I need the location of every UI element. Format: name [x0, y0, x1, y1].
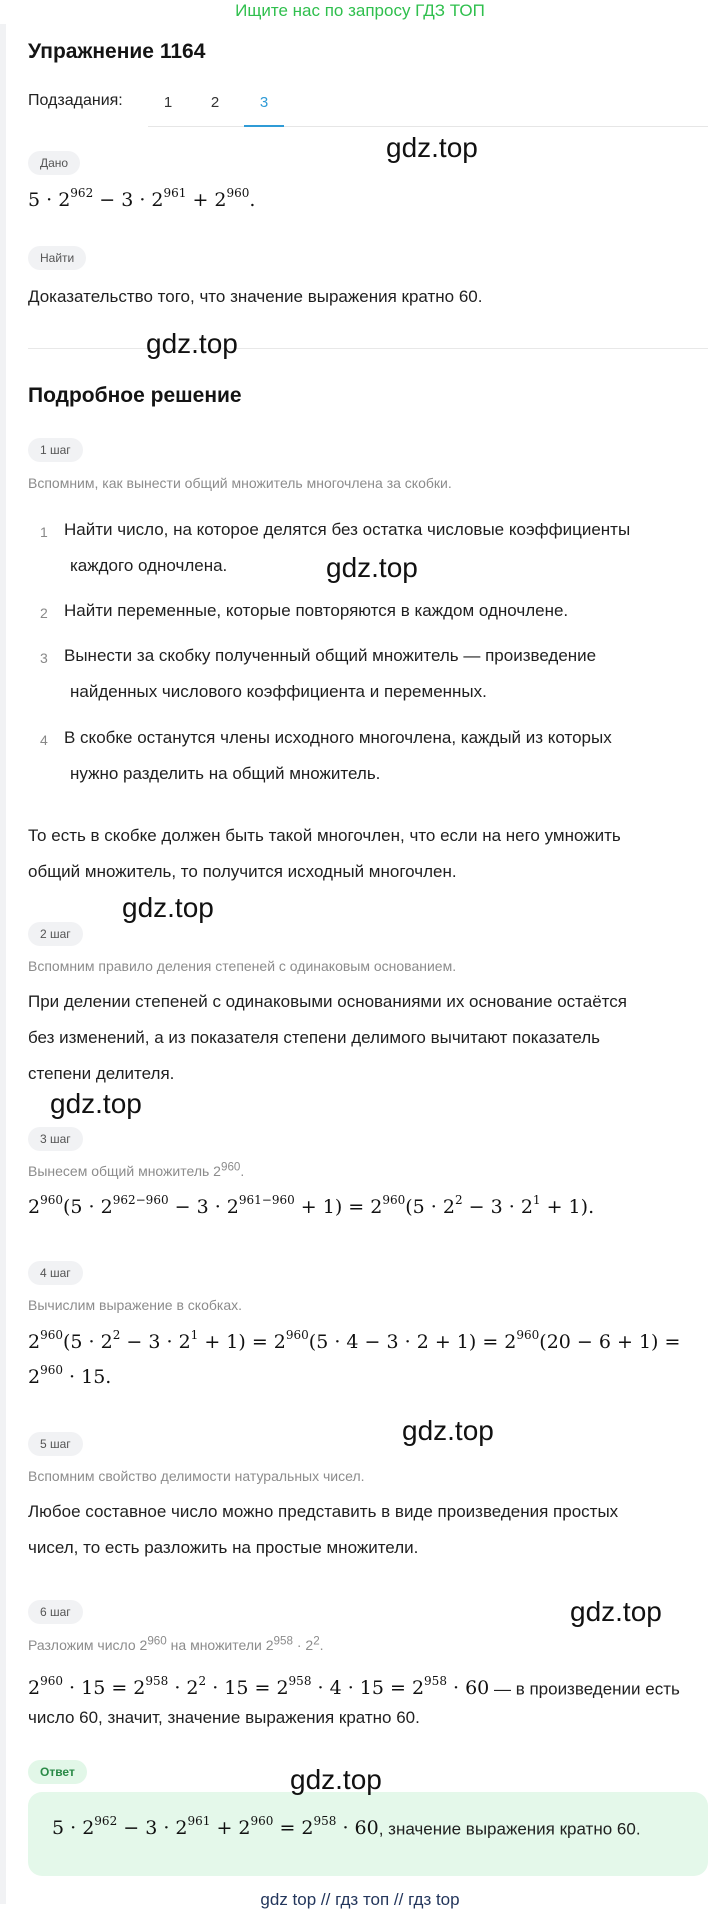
list-item — [40, 720, 700, 792]
math-text: $5 \cdot 2^{962} - 3 \cdot 2^{961} + 2^{960}$. — [28, 186, 256, 212]
list-item-text: В скобке останутся члены исходного многочлена, каждый из которых — [64, 728, 612, 747]
step-2-text-line1: При делении степеней с одинаковыми основаниями их основание остаётся — [28, 992, 627, 1011]
watermark: gdz.top — [122, 892, 214, 923]
step-1-pill: 1 шаг — [28, 438, 83, 462]
step-1-text-line1: То есть в скобке должен быть такой многочлен, что если на него умножить — [28, 826, 621, 845]
step-4-expression-line1 — [28, 1330, 708, 1353]
step-5-hint: Вспомним свойство делимости натуральных чисел. — [28, 1468, 365, 1484]
left-rail — [0, 24, 6, 1904]
given-pill: Дано — [28, 151, 80, 175]
tab-subtask-2[interactable]: 2 — [210, 94, 220, 111]
step-1-hint: Вспомним, как вынести общий множитель многочлена за скобки. — [28, 475, 452, 491]
watermark: gdz.top — [146, 328, 238, 359]
list-number: 1 — [40, 524, 48, 540]
subtask-tabs — [148, 92, 708, 127]
math-text: $2^{960}(5 \cdot 2^2 - 3 \cdot 2^1 + 1) = 2^{960}(5 \cdot 4 - 3 \cdot 2 + 1) = 2^{960}(20 - 6 + 1)$ = — [28, 1328, 681, 1354]
step-1-text-line2: общий множитель, то получится исходный многочлен. — [28, 862, 457, 881]
watermark: gdz.top — [290, 1764, 382, 1795]
step-5-text-line2: чисел, то есть разложить на простые множители. — [28, 1538, 419, 1557]
top-banner: Ищите нас по запросу ГДЗ ТОП — [235, 1, 485, 20]
tab-subtask-3[interactable]: 3 — [244, 92, 284, 127]
list-item-text-cont: каждого одночлена. — [70, 556, 228, 575]
list-item-text-cont: найденных числового коэффициента и переменных. — [70, 682, 487, 701]
list-item-text: Найти число, на которое делятся без остатка числовые коэффициенты — [64, 520, 631, 539]
list-number: 4 — [40, 732, 48, 748]
answer-pill: Ответ — [28, 1760, 87, 1784]
list-item — [40, 593, 700, 629]
tab-subtask-1[interactable]: 1 — [163, 94, 173, 111]
step-2-text-line3: степени делителя. — [28, 1064, 175, 1083]
math-text: $2^{960} \cdot 15 = 2^{958} \cdot 2^2 \cdot 15 = 2^{958} \cdot 4 \cdot 15 = 2^{958} \cdot 60$ — [28, 1674, 490, 1700]
solution-title: Подробное решение — [28, 384, 242, 407]
step-6-text-line2: число 60, значит, значение выражения кратно 60. — [28, 1708, 420, 1727]
watermark: gdz.top — [402, 1415, 494, 1446]
list-number: 3 — [40, 650, 48, 666]
step-3-hint — [28, 1160, 708, 1179]
answer-tail: , значение выражения кратно 60. — [378, 1819, 641, 1839]
step-2-text-line2: без изменений, а из показателя степени делимого вычитают показатель — [28, 1028, 600, 1047]
step-3-pill: 3 шаг — [28, 1127, 83, 1151]
step-2-hint: Вспомним правило деления степеней с одинаковым основанием. — [28, 958, 457, 974]
subtasks-label: Подзадания: — [28, 92, 123, 109]
watermark: gdz.top — [570, 1596, 662, 1627]
step-5-pill: 5 шаг — [28, 1432, 83, 1456]
step-6-tail: — в произведении есть — [489, 1679, 680, 1699]
list-item — [40, 638, 700, 710]
watermark: gdz.top — [50, 1088, 142, 1119]
footer-links[interactable]: gdz top // гдз топ // гдз top — [260, 1890, 460, 1909]
math-text: Вынесем общий множитель $2^{960}$. — [28, 1160, 245, 1179]
step-6-pill: 6 шаг — [28, 1600, 83, 1624]
divider — [28, 348, 708, 349]
step-3-expression — [28, 1195, 708, 1218]
list-number: 2 — [40, 605, 48, 621]
answer-text — [52, 1816, 641, 1839]
find-pill: Найти — [28, 246, 86, 270]
page-title: Упражнение 1164 — [28, 40, 206, 63]
list-item-text: Вынести за скобку полученный общий множитель — произведение — [64, 646, 597, 665]
math-text: $2^{960} \cdot 15$. — [28, 1363, 112, 1389]
step-4-pill: 4 шаг — [28, 1261, 83, 1285]
step-5-text-line1: Любое составное число можно представить в виде произведения простых — [28, 1502, 619, 1521]
step-2-pill: 2 шаг — [28, 922, 83, 946]
step-4-hint: Вычислим выражение в скобках. — [28, 1297, 242, 1313]
step-4-expression-line2 — [28, 1365, 708, 1388]
watermark: gdz.top — [386, 132, 478, 163]
find-text: Доказательство того, что значение выражения кратно 60. — [28, 287, 483, 306]
watermark: gdz.top — [326, 552, 418, 583]
list-item-text: Найти переменные, которые повторяются в каждом одночлене. — [64, 601, 569, 620]
math-text: $2^{960}(5 \cdot 2^{962-960} - 3 \cdot 2^{961-960} + 1) = 2^{960}(5 \cdot 2^2 - 3 \cdot 2^1 + 1)$. — [28, 1193, 595, 1219]
math-text: $5 \cdot 2^{962} - 3 \cdot 2^{961} + 2^{960} = 2^{958} \cdot 60$ — [52, 1814, 379, 1840]
list-item-text-cont: нужно разделить на общий множитель. — [70, 764, 381, 783]
step-6-hint — [28, 1634, 708, 1653]
answer-box — [28, 1792, 708, 1876]
math-text: Разложим число $2^{960}$ на множители $2^{958} \cdot 2^2$. — [28, 1634, 324, 1653]
given-expression — [28, 188, 708, 211]
